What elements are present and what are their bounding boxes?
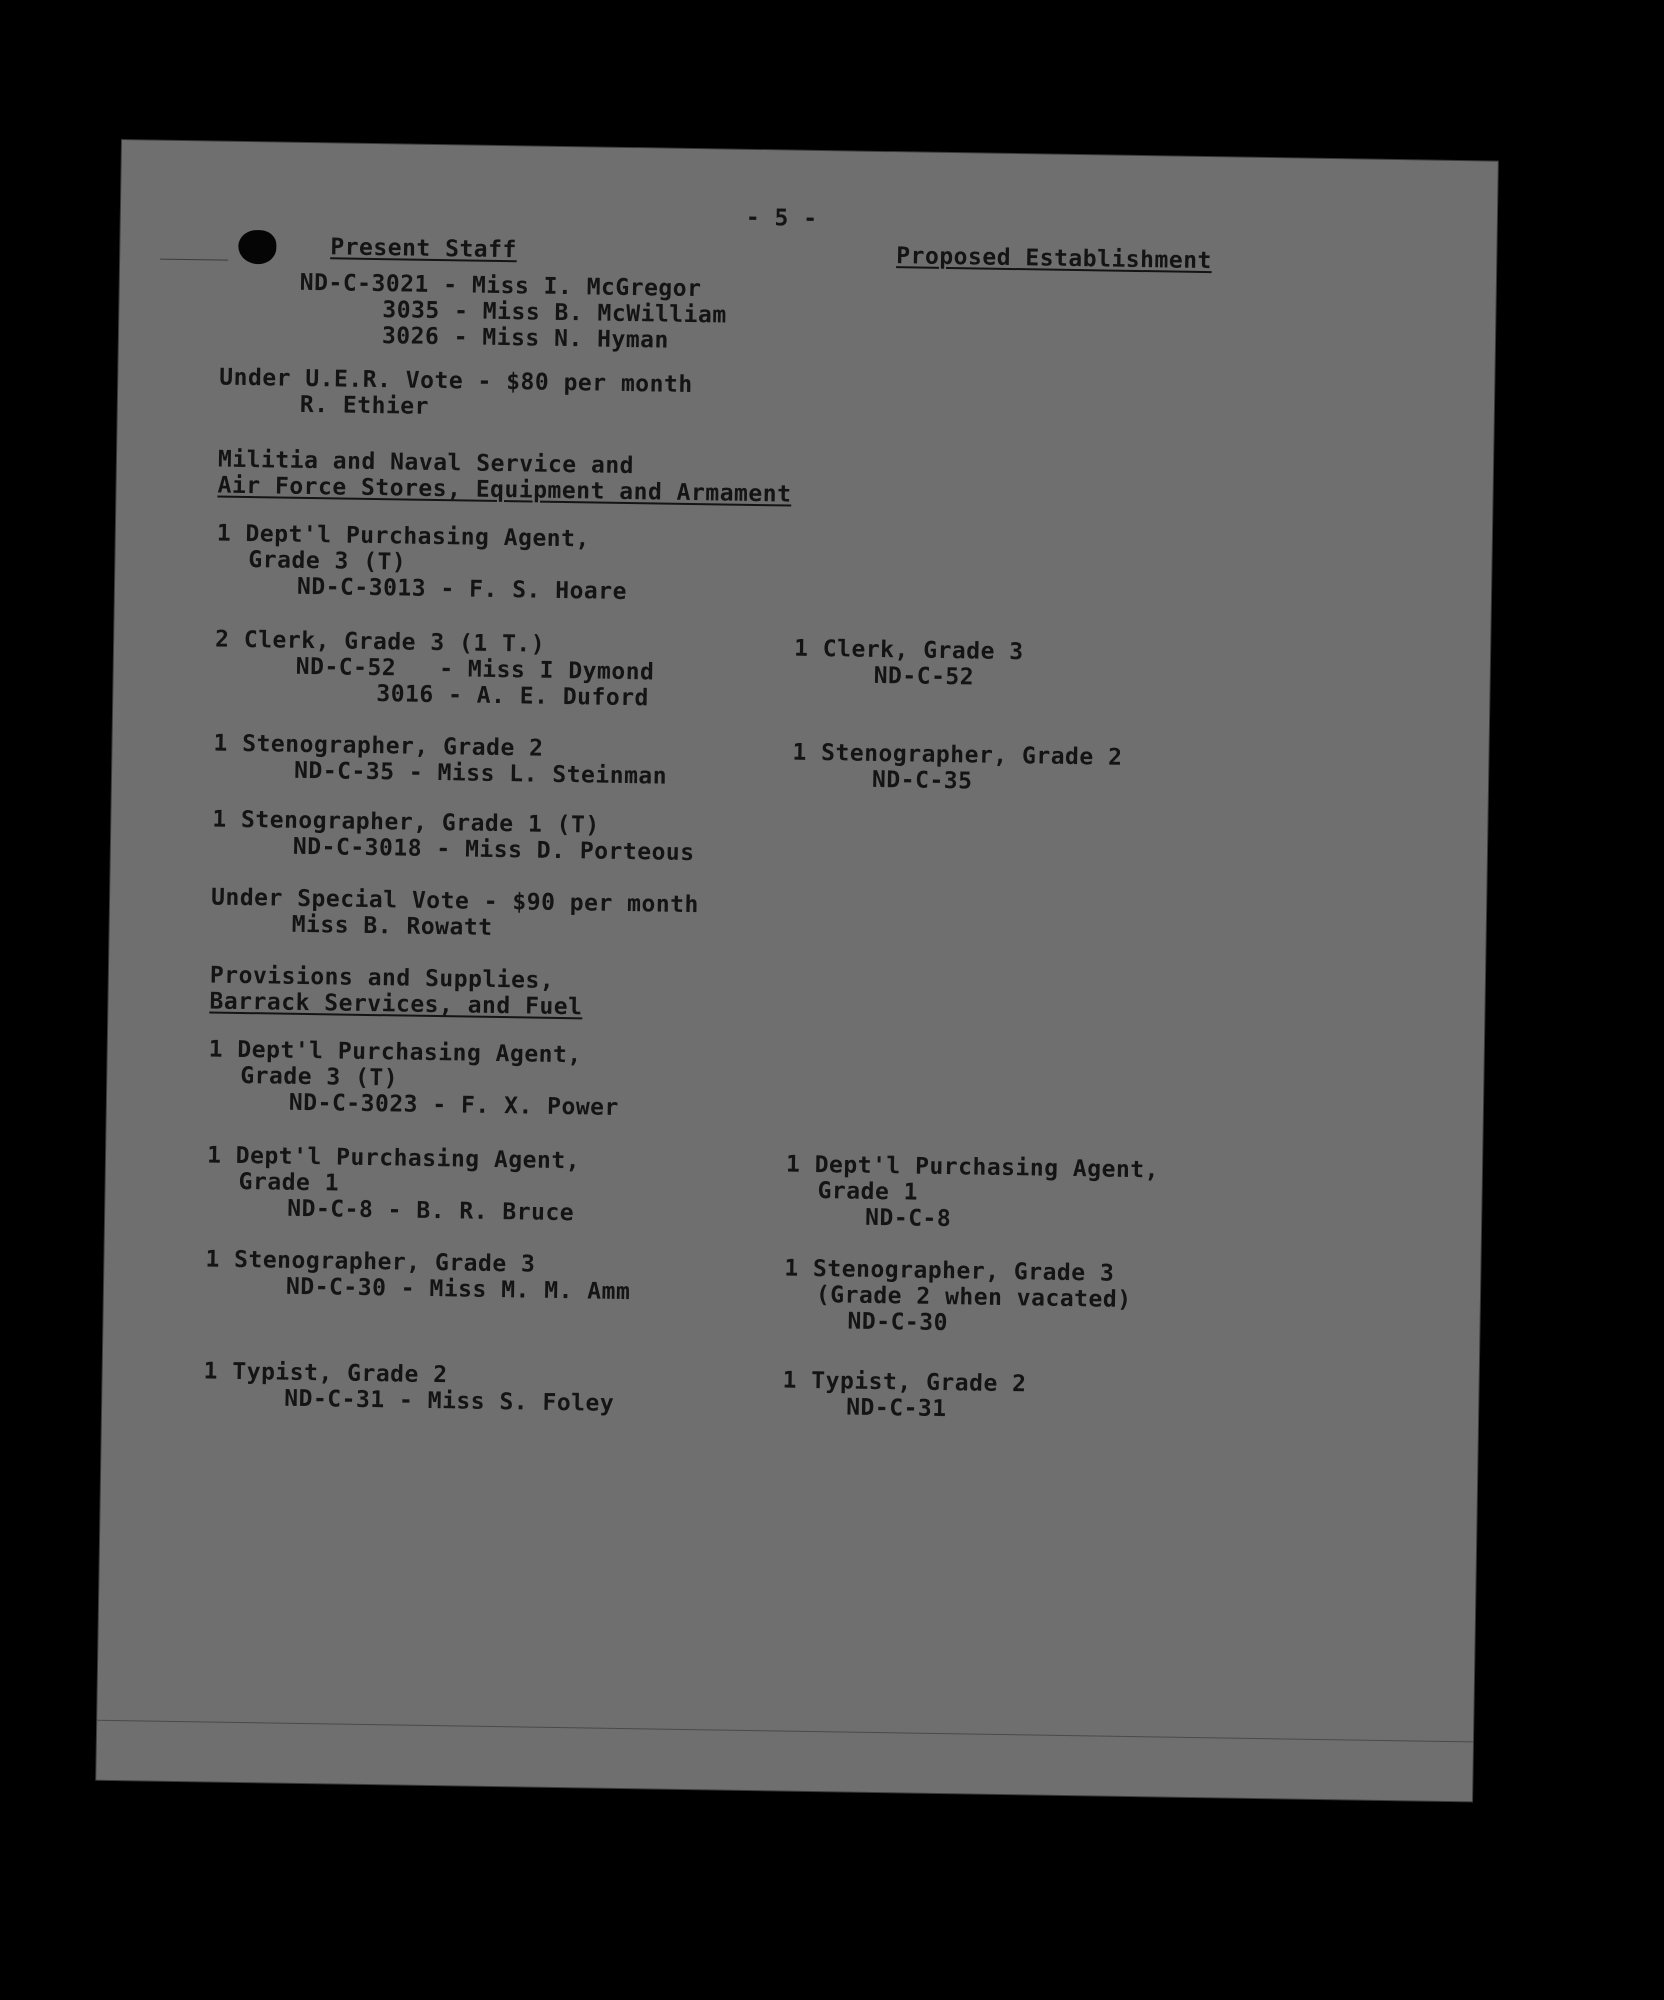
staff-line: ND-C-30 - Miss M. M. Amm <box>285 1273 631 1306</box>
proposed-position: 1 Clerk, Grade 3 <box>793 635 1024 666</box>
document-page <box>96 140 1498 1801</box>
staff-line: ND-C-35 - Miss L. Steinman <box>293 757 668 790</box>
proposed-establishment-heading: Proposed Establishment <box>896 243 1213 275</box>
position-line: 2 Clerk, Grade 3 (1 T.) <box>214 626 546 658</box>
section-heading: Air Force Stores, Equipment and Armament <box>217 472 792 508</box>
margin-mark <box>160 259 228 261</box>
proposed-number: ND-C-8 <box>864 1204 952 1233</box>
present-staff-heading: Present Staff <box>330 234 518 264</box>
punch-hole <box>238 230 277 265</box>
position-line: 1 Typist, Grade 2 <box>203 1358 448 1389</box>
staff-line: ND-C-52 - Miss I Dymond <box>295 653 655 686</box>
staff-line: ND-C-3021 - Miss I. McGregor <box>299 269 702 303</box>
proposed-position: 1 Dept'l Purchasing Agent, <box>785 1151 1160 1184</box>
vote-line: Under Special Vote - $90 per month <box>210 884 700 919</box>
staff-name: Miss B. Rowatt <box>291 911 493 941</box>
proposed-note: (Grade 2 when vacated) <box>815 1282 1132 1313</box>
staff-line: 3016 - A. E. Duford <box>376 681 650 712</box>
position-line: 1 Dept'l Purchasing Agent, <box>208 1036 582 1069</box>
page-number: - 5 - <box>745 204 818 232</box>
position-line: 1 Stenographer, Grade 2 <box>213 730 544 762</box>
staff-line: ND-C-3023 - F. X. Power <box>288 1089 620 1121</box>
staff-line: ND-C-8 - B. R. Bruce <box>287 1195 575 1227</box>
proposed-position: 1 Stenographer, Grade 2 <box>792 739 1123 771</box>
section-heading: Militia and Naval Service and <box>217 446 635 480</box>
staff-line: ND-C-3018 - Miss D. Porteous <box>292 833 695 867</box>
proposed-number: ND-C-35 <box>871 766 973 795</box>
grade-line: Grade 1 <box>238 1168 340 1197</box>
section-heading: Barrack Services, and Fuel <box>209 988 583 1021</box>
staff-name: R. Ethier <box>299 391 430 420</box>
position-line: 1 Dept'l Purchasing Agent, <box>206 1142 581 1175</box>
proposed-position: 1 Typist, Grade 2 <box>782 1367 1027 1398</box>
proposed-number: ND-C-30 <box>847 1308 949 1337</box>
position-line: 1 Dept'l Purchasing Agent, <box>216 520 591 553</box>
proposed-grade: Grade 1 <box>817 1178 919 1206</box>
proposed-number: ND-C-31 <box>845 1394 947 1423</box>
proposed-position: 1 Stenographer, Grade 3 <box>784 1255 1115 1287</box>
section-heading: Provisions and Supplies, <box>209 962 555 994</box>
staff-line: ND-C-31 - Miss S. Foley <box>284 1385 615 1417</box>
staff-line: 3035 - Miss B. McWilliam <box>382 297 727 329</box>
staff-line: ND-C-3013 - F. S. Hoare <box>296 573 628 605</box>
proposed-number: ND-C-52 <box>873 662 975 691</box>
staff-line: 3026 - Miss N. Hyman <box>381 323 670 354</box>
grade-line: Grade 3 (T) <box>240 1062 399 1092</box>
grade-line: Grade 3 (T) <box>248 547 407 576</box>
position-line: 1 Stenographer, Grade 3 <box>205 1246 536 1278</box>
vote-line: Under U.E.R. Vote - $80 per month <box>219 364 693 398</box>
position-line: 1 Stenographer, Grade 1 (T) <box>212 806 600 839</box>
